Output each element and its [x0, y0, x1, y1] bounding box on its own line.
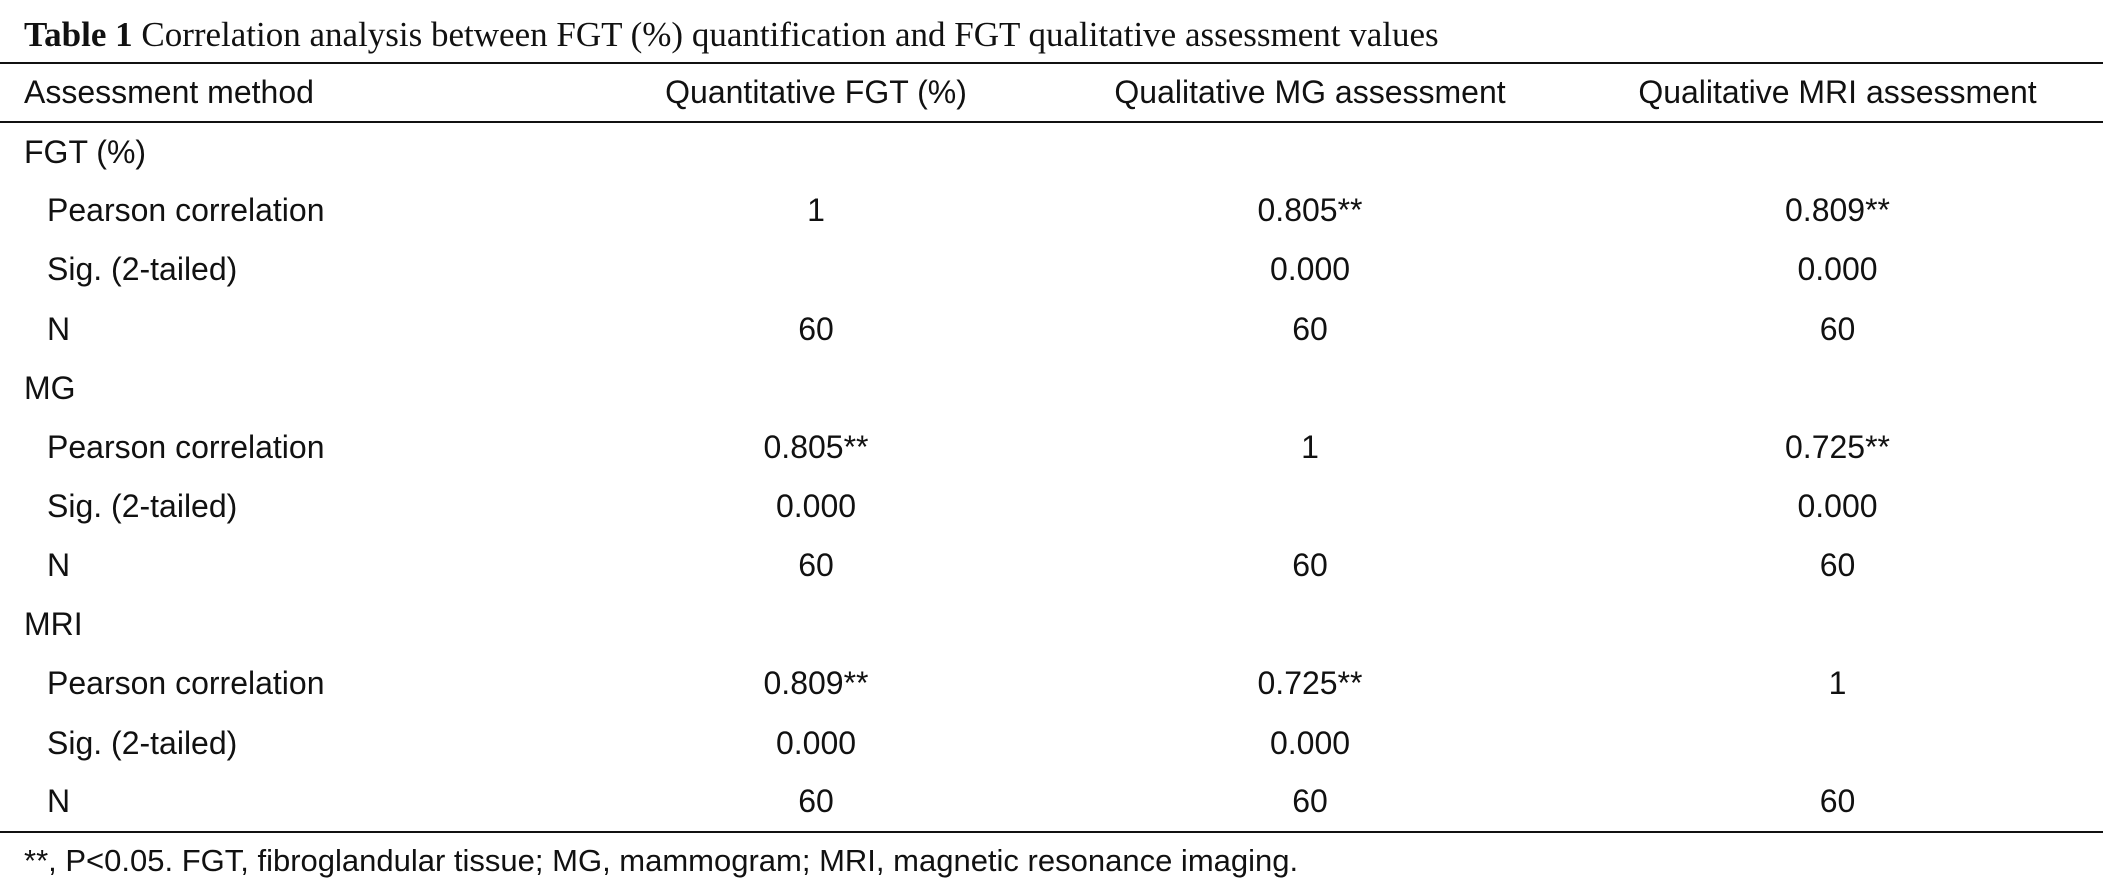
- header-assessment-method: Assessment method: [0, 63, 584, 122]
- cell-value: 60: [1048, 773, 1572, 832]
- cell-value: 60: [798, 547, 834, 584]
- cell-value: 1: [807, 192, 825, 229]
- table-row: [0, 773, 2103, 832]
- table-caption: [24, 12, 1439, 58]
- cell-value: 1: [1301, 428, 1319, 465]
- table-row: [0, 654, 2103, 713]
- cell-value: 0.000: [1269, 724, 1351, 761]
- header-quantitative-fgt: Quantitative FGT (%): [584, 63, 1048, 122]
- cell-value: 0.809**: [763, 665, 869, 702]
- cell-value: 0.000: [775, 724, 857, 761]
- row-label: Pearson correlation: [47, 428, 325, 465]
- cell-value: 0.809**: [1785, 192, 1890, 229]
- table-row: [0, 240, 2103, 299]
- cell-value: [584, 240, 1048, 299]
- table-row: [0, 477, 2103, 536]
- cell-value: 60: [584, 773, 1048, 832]
- cell-value: 0.805**: [763, 428, 869, 465]
- cell-value: 60: [1292, 547, 1328, 584]
- table-row: [0, 299, 2103, 358]
- row-label: N: [0, 773, 584, 832]
- row-label: N: [47, 547, 71, 584]
- row-label: Sig. (2-tailed): [47, 724, 238, 761]
- table-footnote: **, P<0.05. FGT, fibroglandular tissue; MG, mammogram; MRI, magnetic resonance imaging.: [24, 843, 1299, 878]
- header-qualitative-mg: Qualitative MG assessment: [1048, 63, 1572, 122]
- cell-value: 60: [1819, 547, 1856, 584]
- cell-value: 0.000: [1797, 251, 1878, 288]
- table-row: [0, 536, 2103, 595]
- table-row: [0, 181, 2103, 240]
- row-label: Pearson correlation: [47, 192, 325, 229]
- cell-value: 60: [1572, 773, 2103, 832]
- cell-value: 0.000: [1797, 488, 1878, 525]
- table-caption-text: Correlation analysis between FGT (%) quantification and FGT qualitative assessment values: [141, 15, 1439, 54]
- row-label: Sig. (2-tailed): [47, 251, 238, 288]
- table-header-row: [0, 63, 2103, 122]
- group-row-fgt: [0, 122, 2103, 181]
- cell-value: 0.725**: [1257, 665, 1363, 702]
- row-label: Sig. (2-tailed): [47, 488, 238, 525]
- group-label: FGT (%): [24, 133, 147, 170]
- row-label: N: [47, 310, 71, 347]
- cell-value: 0.000: [775, 488, 857, 525]
- header-qualitative-mri: Qualitative MRI assessment: [1572, 63, 2103, 122]
- cell-value: 0.000: [1269, 251, 1351, 288]
- group-row-mri: [0, 595, 2103, 654]
- cell-value: 60: [798, 310, 834, 347]
- table-label: Table 1: [24, 15, 133, 54]
- group-label: MRI: [24, 606, 83, 643]
- cell-value: 1: [1828, 665, 1847, 702]
- row-label: Pearson correlation: [47, 665, 325, 702]
- group-row-mg: [0, 359, 2103, 418]
- cell-value: 60: [1819, 310, 1856, 347]
- table-row: [0, 418, 2103, 477]
- cell-value: 60: [1292, 310, 1328, 347]
- table-row: [0, 714, 2103, 773]
- correlation-table: [0, 62, 2103, 833]
- group-label: MG: [24, 369, 76, 406]
- cell-value: 0.725**: [1785, 428, 1890, 465]
- cell-value: [1048, 477, 1572, 536]
- cell-value: 0.805**: [1257, 192, 1363, 229]
- cell-value: [1572, 714, 2103, 773]
